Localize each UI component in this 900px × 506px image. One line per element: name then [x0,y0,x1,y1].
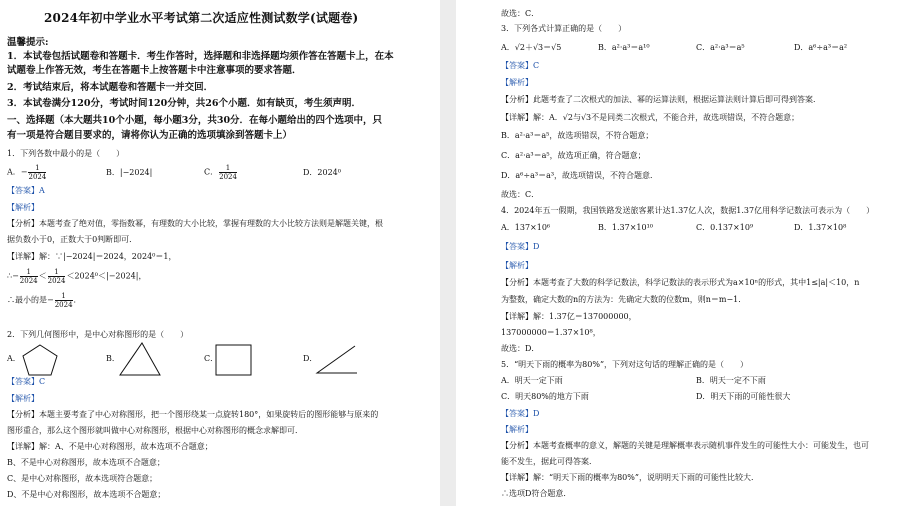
q5-conclusion: ∴选项D符合题意． [501,489,572,498]
q2-option-d: D． [303,354,318,363]
q3-analysis: 【分析】此题考查了二次根式的加法、幂的运算法则，根据运算法则计算后即可得到答案． [501,95,821,104]
q1-answer: 【答案】A [7,186,45,195]
q1-option-a: A．− $\frac{1}{2024}$ [7,164,47,181]
q3-detail: C．a²·a³＝a⁵，故选项正确，符合题意； [501,151,646,160]
q1-analysis: 据负数小于0，正数大于0判断即可． [7,235,138,244]
q4-option-a: A．137×10⁶ [501,223,551,232]
q2-analysis: 图形重合，那么这个图形就叫做中心对称图形，根据中心对称图形的概念求解即可． [7,426,303,435]
q4-detail: 【详解】解：1.37亿＝137000000， [501,312,637,321]
q1-option-d: D．2024⁰ [303,168,341,177]
q3-analysis-tag: 【解析】 [501,78,533,87]
q1-analysis: 【分析】本题考查了绝对值，零指数幂，有理数的大小比较，掌握有理数的大小比较方法则是解题关键，根 [7,219,383,228]
notice-heading: 温馨提示: [7,37,49,48]
q2-analysis-tag: 【解析】 [7,394,39,403]
q5-analysis: 【分析】本题考查概率的意义，解题的关键是理解概率表示随机事件发生的可能性大小：可能发生，也可 [501,441,869,450]
q1-stem: 1．下列各数中最小的是（ ） [7,149,125,158]
q2-option-a: A． [7,354,21,363]
q5-option-c: C．明天80%的地方下雨 [501,392,589,401]
q5-analysis-tag: 【解析】 [501,425,533,434]
q4-option-c: C．0.137×10⁹ [696,223,754,232]
pentagon-figure [20,343,60,377]
right-page [456,0,900,506]
page-gap [440,0,456,506]
q4-option-d: D．1.37×10⁸ [794,223,847,232]
left-page [0,0,440,506]
section-heading: 一、选择题（本大题共10个小题，每小题3分，共30分．在每小题给出的四个选项中，只 [7,115,383,126]
q2-analysis: 【分析】本题主要考查了中心对称图形，把一个图形绕某一点旋转180°，如果旋转后的图形能够与原来的 [7,410,379,419]
exam-title: 2024年初中学业水平考试第二次适应性测试数学(试题卷) [44,11,359,25]
q2-stem: 2．下列几何图形中，是中心对称图形的是（ ） [7,330,189,339]
q3-conclusion: 故选：C． [501,190,540,199]
prev-conclusion: 故选：C． [501,9,540,18]
q2-option-c: C． [204,354,219,363]
q3-option-a: A．√2＋√3＝√5 [501,43,562,52]
section-heading: 有一项是符合题目要求的，请将你认为正确的选项填涂到答题卡上） [7,130,293,141]
q3-option-c: C．a²·a³＝a⁵ [696,43,745,52]
q2-detail: B、不是中心对称图形，故本选项不合题意； [7,458,165,467]
q3-detail: 【详解】解：A．√2与√3不是同类二次根式，不能合并，故选项错误，不符合题意； [501,113,800,122]
notice-line: 试题卷上作答无效，考生在答题卡上按答题卡中注意事项的要求答题． [7,65,302,76]
q4-analysis: 【分析】本题考查了大数的科学记数法，科学记数法的表示形式为a×10ⁿ的形式，其中1≤|a|＜10，n [501,278,860,287]
notice-line: 1．本试卷包括试题卷和答题卡．考生作答时，选择题和非选择题均须作答在答题卡上，在本 [7,51,394,62]
rectangle-figure [215,343,253,377]
q1-detail: ∴最小的是− $\frac{1}{2024}$ ． [7,292,82,309]
q4-analysis-tag: 【解析】 [501,261,533,270]
q1-option-c: C． $\frac{1}{2024}$ [204,164,237,181]
triangle-figure [118,341,162,377]
notice-line: 3．本试卷满分120分，考试时间120分钟，共26个小题．如有缺页，考生须声明． [7,98,361,109]
q3-detail: B．a²·a³＝a⁵，故选项错误，不符合题意； [501,131,654,140]
q5-detail: 【详解】解：“明天下雨的概率为80%”，说明明天下雨的可能性比较大． [501,473,759,482]
q1-analysis-tag: 【解析】 [7,203,39,212]
q1-detail: ∴− $\frac{1}{2024}$ ＜ $\frac{1}{2024}$ ＜2024⁰＜|−2024|， [7,268,147,285]
q1-option-b: B．|−2024| [106,168,153,177]
q5-option-b: B．明天一定不下雨 [696,376,766,385]
q2-answer: 【答案】C [7,377,46,386]
angle-figure [313,343,359,377]
q5-stem: 5．“明天下雨的概率为80%”，下列对这句话的理解正确的是（ ） [501,360,749,369]
q2-detail: 【详解】解：A、不是中心对称图形，故本选项不合题意； [7,442,213,451]
q4-conclusion: 故选：D． [501,344,540,353]
notice-line: 2．考试结束后，将本试题卷和答题卡一并交回． [7,82,214,93]
q2-detail: D、不是中心对称图形，故本选项不合题意； [7,490,166,499]
q3-answer: 【答案】C [501,61,540,70]
q3-stem: 3．下列各式计算正确的是（ ） [501,24,627,33]
q3-option-d: D．a⁶÷a³＝a² [794,43,848,52]
q3-option-b: B．a²·a³＝a¹⁰ [598,43,650,52]
q5-option-a: A．明天一定下雨 [501,376,563,385]
q4-stem: 4．2024年五一假期，我国铁路发送旅客累计达1.37亿人次，数据1.37亿用科学记数法可表示为（ ） [501,206,875,215]
q4-detail: 137000000＝1.37×10⁸， [501,328,601,337]
q2-detail: C、是中心对称图形，故本选项符合题意； [7,474,158,483]
q1-detail: 【详解】解：∵|−2024|＝2024，2024⁰＝1， [7,252,177,261]
q2-option-b: B． [106,354,120,363]
q4-option-b: B．1.37×10¹⁰ [598,223,653,232]
q5-option-d: D．明天下雨的可能性很大 [696,392,791,401]
q4-analysis: 为整数，确定大数的n的方法为：先确定大数的位数m，则n＝m−1． [501,295,747,304]
q3-detail: D．a⁶÷a³＝a³，故选项错误，不符合题意． [501,171,659,180]
q5-answer: 【答案】D [501,409,540,418]
q5-analysis: 能不发生，据此可得答案． [501,457,597,466]
q4-answer: 【答案】D [501,242,540,251]
